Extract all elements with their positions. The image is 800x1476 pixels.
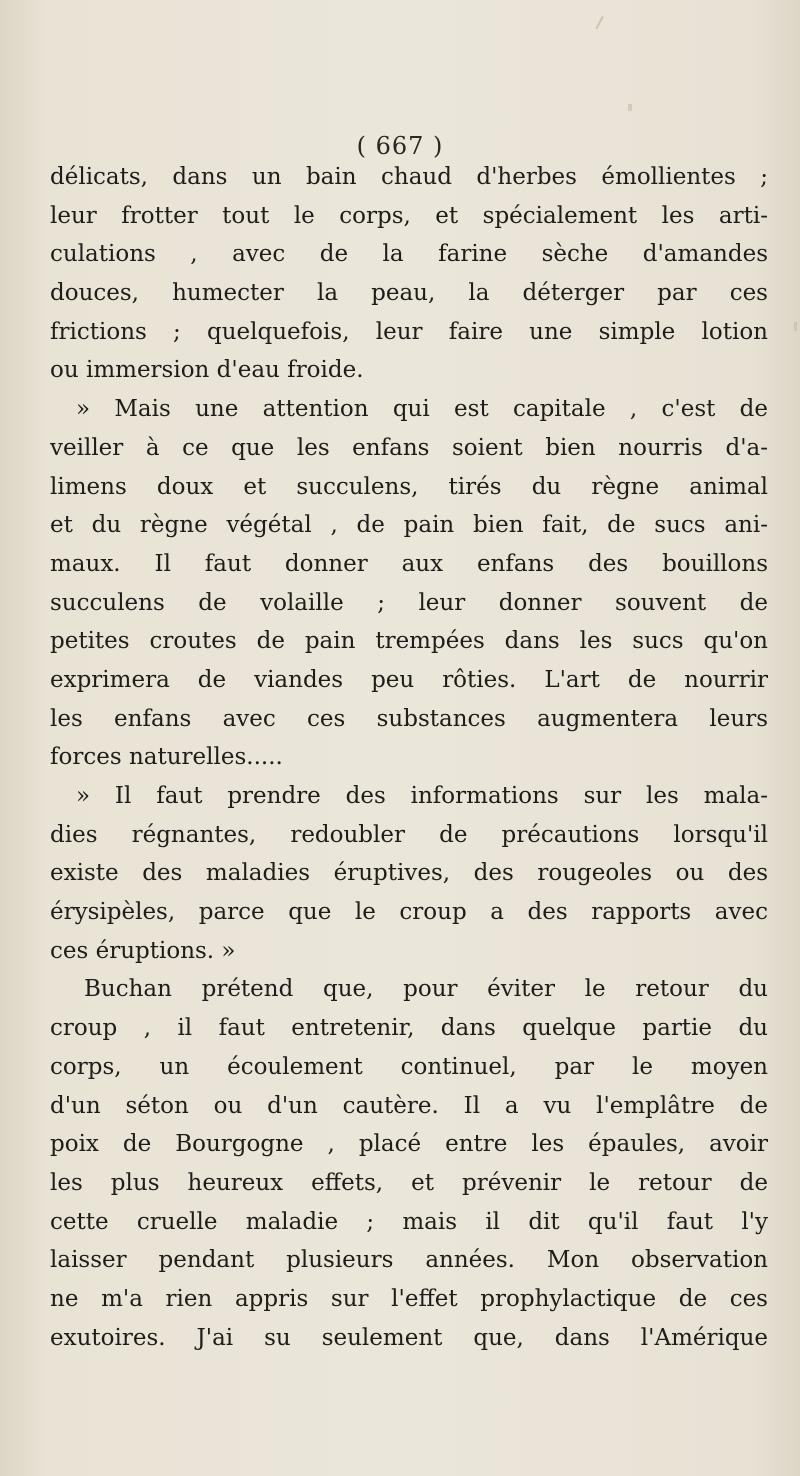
text-line: frictions ; quelquefois, leur faire une simple lotion (50, 318, 768, 345)
text-line: d'un séton ou d'un cautère. Il a vu l'emplâtre de (50, 1092, 768, 1119)
text-line: croup , il faut entretenir, dans quelque partie du (50, 1015, 768, 1042)
text-line: poix de Bourgogne , placé entre les épaules, avoir (50, 1131, 768, 1158)
text-line: forces naturelles..... (50, 744, 283, 771)
paper-mark (794, 322, 797, 331)
text-line: corps, un écoulement continuel, par le moyen (50, 1053, 768, 1080)
text-line: petites croutes de pain trempées dans les sucs qu'on (50, 628, 768, 655)
text-line: exutoires. J'ai su seulement que, dans l'Amérique (50, 1324, 768, 1351)
text-line: et du règne végétal , de pain bien fait, de sucs ani- (50, 512, 768, 539)
text-line: douces, humecter la peau, la déterger par ces (50, 280, 768, 307)
text-line: » Mais une attention qui est capitale , c'est de (76, 396, 768, 423)
page-number: ( 667 ) (356, 132, 444, 160)
text-line: exprimera de viandes peu rôties. L'art de nourrir (50, 666, 768, 693)
text-line: les plus heureux effets, et prévenir le retour de (50, 1169, 768, 1196)
text-line: érysipèles, parce que le croup a des rapports avec (50, 899, 768, 926)
text-line: limens doux et succulens, tirés du règne animal (50, 473, 768, 500)
text-line: laisser pendant plusieurs années. Mon observation (50, 1247, 768, 1274)
text-line: les enfans avec ces substances augmentera leurs (50, 705, 768, 732)
body-text (50, 158, 768, 1357)
text-line: culations , avec de la farine sèche d'amandes (50, 241, 768, 268)
text-line: ces éruptions. » (50, 937, 236, 964)
text-line: dies régnantes, redoubler de précautions lorsqu'il (50, 821, 768, 848)
text-line: ne m'a rien appris sur l'effet prophylactique de ces (50, 1285, 768, 1312)
text-line: ou immersion d'eau froide. (50, 357, 364, 384)
text-line: leur frotter tout le corps, et spécialement les arti- (50, 202, 768, 229)
text-line: Buchan prétend que, pour éviter le retour du (84, 976, 768, 1003)
text-line: veiller à ce que les enfans soient bien nourris d'a- (50, 434, 768, 461)
text-line: existe des maladies éruptives, des rougeoles ou des (50, 860, 768, 887)
text-line: délicats, dans un bain chaud d'herbes émollientes ; (50, 164, 768, 190)
paper-mark (628, 104, 632, 111)
text-line: cette cruelle maladie ; mais il dit qu'il faut l'y (50, 1208, 768, 1235)
paper-mark (595, 16, 612, 34)
text-line: » Il faut prendre des informations sur les mala- (76, 783, 768, 809)
text-line: succulens de volaille ; leur donner souvent de (50, 589, 768, 616)
text-line: maux. Il faut donner aux enfans des bouillons (50, 550, 768, 577)
